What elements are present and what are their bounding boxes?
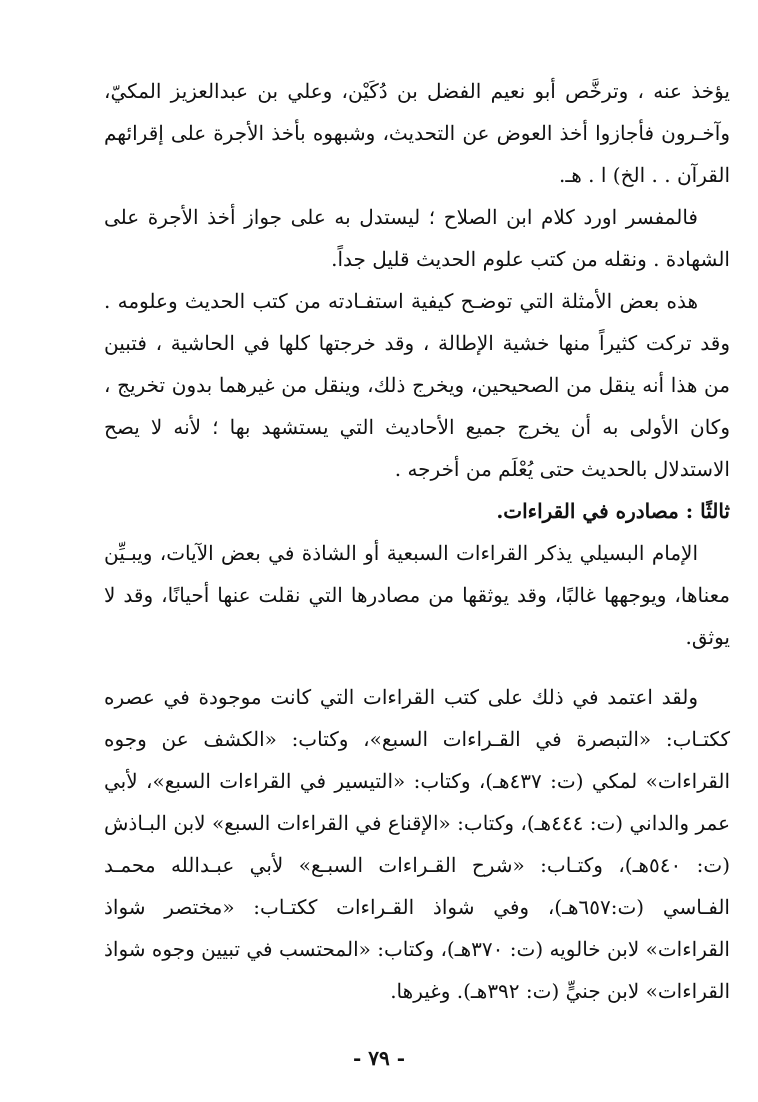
paragraph: يؤخذ عنه ، وترخَّص أبو نعيم الفضل بن دُكَيْن، وعلي بن عبدالعزيز المكيّ، وآخـرون فأجازوا أخذ العوض عن التحديث، وشبهوه بأخذ الأجرة على إقرائهم القرآن . . الخ) ا . هـ. bbox=[104, 79, 730, 187]
section-1 bbox=[104, 70, 730, 490]
paragraph: هذه بعض الأمثلة التي توضـح كيفية استفـادته من كتب الحديث وعلومه . وقد تركت كثيراً منها خشية الإطالة ، وقد خرجتها كلها في الحاشية ، فتبين من هذا أنه ينقل من الصحيحين، ويخرج ذلك، وينقل من غيرهما بدون تخريج ، وكان الأولى به أن يخرج جميع الأحاديث التي يستشهد بها ؛ لأنه لا يصح الاستدلال بالحديث حتى يُعْلَم من أخرجه . bbox=[104, 289, 730, 481]
paragraph: ولقد اعتمد في ذلك على كتب القراءات التي كانت موجودة في عصره ككتـاب: «التبصرة في القـراءات السبع»، وكتاب: «الكشف عن وجوه القراءات» لمكي (ت: ٤٣٧هـ)، وكتاب: «التيسير في القراءات السبع»، لأبي عمر والداني (ت: ٤٤٤هـ)، وكتاب: «الإقناع في القراءات السبع» لابن البـاذش (ت: ٥٤٠هـ)، وكتـاب: «شرح القـراءات السبـع» لأبي عبـدالله محمـد الفـاسي (ت:٦٥٧هـ)، وفي شواذ القـراءات ككتـاب: «مختصر شواذ القراءات» لابن خالويه (ت: ٣٧٠هـ)، وكتاب: «المحتسب في تبيين وجوه شواذ القراءات» لابن جنيٍّ (ت: ٣٩٢هـ). وغيرها. bbox=[104, 685, 731, 1003]
paragraph: الإمام البسيلي يذكر القراءات السبعية أو الشاذة في بعض الآيات، ويبـيِّن معناها، ويوجهها غالبًا، وقد يوثقها من مصادرها التي نقلت عنها أحيانًا، وقد لا يوثق. bbox=[104, 541, 730, 649]
section-3 bbox=[104, 676, 730, 1012]
heading-title: مصادره في القراءات. bbox=[496, 499, 679, 523]
section-heading bbox=[104, 490, 730, 532]
section-2 bbox=[104, 490, 730, 658]
paragraph: فالمفسر اورد كلام ابن الصلاح ؛ ليستدل به على جواز أخذ الأجرة على الشهادة . ونقله من كتب علوم الحديث قليل جداً. bbox=[104, 205, 730, 271]
heading-label: ثالثًا : bbox=[685, 499, 730, 523]
page-number: - ٧٩ - bbox=[352, 1046, 405, 1070]
